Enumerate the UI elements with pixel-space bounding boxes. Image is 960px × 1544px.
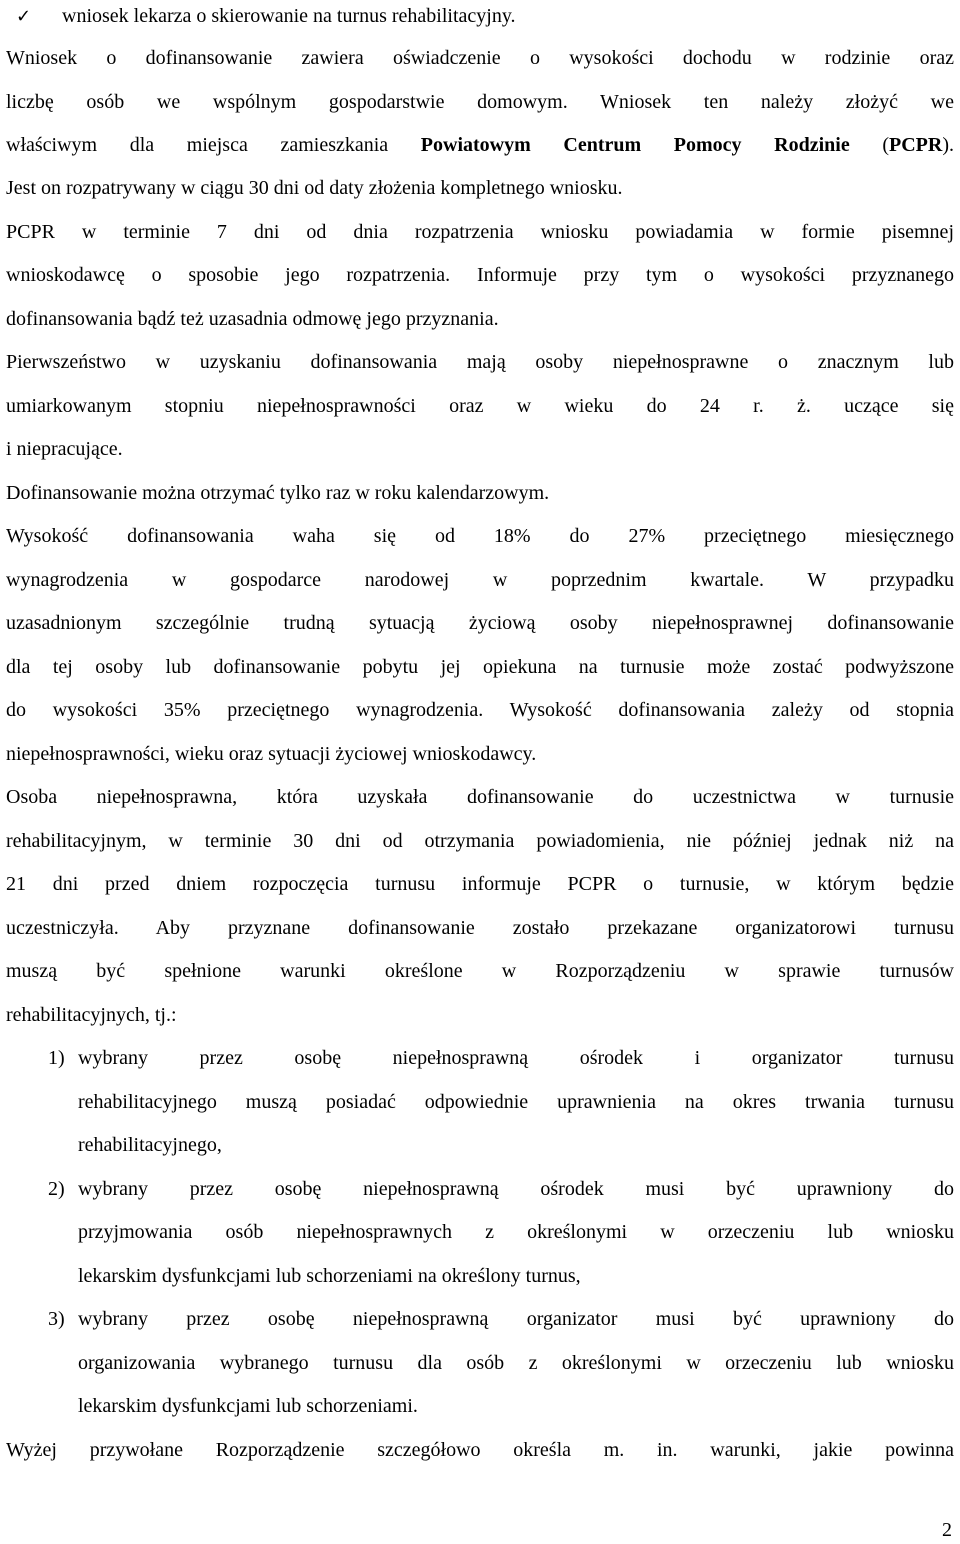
paragraph-line: wynagrodzenia w gospodarce narodowej w poprzednim kwartale. W przypadku: [6, 569, 954, 591]
list-item-line: rehabilitacyjnego muszą posiadać odpowiednie uprawnienia na okres trwania turnusu: [78, 1091, 954, 1113]
paragraph-line: Osoba niepełnosprawna, która uzyskała dofinansowanie do uczestnictwa w turnusie: [6, 786, 954, 808]
list-item-line: lekarskim dysfunkcjami lub schorzeniami.: [78, 1395, 418, 1417]
paragraph-line: PCPR w terminie 7 dni od dnia rozpatrzenia wniosku powiadamia w formie pisemnej: [6, 221, 954, 243]
paragraph-line: dofinansowania bądź też uzasadnia odmowę jego przyznania.: [6, 308, 499, 330]
list-number: 2): [48, 1178, 65, 1200]
paragraph-line: i niepracujące.: [6, 438, 123, 460]
paragraph-line-bold: właściwym dla miejsca zamieszkania Powiatowym Centrum Pomocy Rodzinie (PCPR).: [6, 134, 954, 156]
paragraph-line: Wysokość dofinansowania waha się od 18% do 27% przeciętnego miesięcznego: [6, 525, 954, 547]
pcpr-name: Powiatowym Centrum Pomocy Rodzinie: [420, 134, 850, 156]
list-item-line: przyjmowania osób niepełnosprawnych z określonymi w orzeczeniu lub wniosku: [78, 1221, 954, 1243]
list-item-line: organizowania wybranego turnusu dla osób z określonymi w orzeczeniu lub wniosku: [78, 1352, 954, 1374]
paragraph-line: Dofinansowanie można otrzymać tylko raz w roku kalendarzowym.: [6, 482, 550, 504]
paragraph-line: liczbę osób we wspólnym gospodarstwie domowym. Wniosek ten należy złożyć we: [6, 91, 954, 113]
paragraph-line: rehabilitacyjnym, w terminie 30 dni od otrzymania powiadomienia, nie później jednak niż na: [6, 830, 954, 852]
list-item-line: rehabilitacyjnego,: [78, 1134, 222, 1156]
paragraph-line: uczestniczyła. Aby przyznane dofinansowanie zostało przekazane organizatorowi turnusu: [6, 917, 954, 939]
paragraph-line: niepełnosprawności, wieku oraz sytuacji życiowej wnioskodawcy.: [6, 743, 537, 765]
bullet-item: [6, 2, 954, 30]
check-icon: ✓: [16, 6, 32, 27]
bullet-text: wniosek lekarza o skierowanie na turnus rehabilitacyjny.: [62, 5, 516, 27]
page-number: 2: [942, 1519, 952, 1541]
list-number: 3): [48, 1308, 65, 1330]
paragraph-line: wnioskodawcę o sposobie jego rozpatrzenia. Informuje przy tym o wysokości przyznanego: [6, 264, 954, 286]
paragraph-line: Wniosek o dofinansowanie zawiera oświadczenie o wysokości dochodu w rodzinie oraz: [6, 47, 954, 69]
list-number: 1): [48, 1047, 65, 1069]
paragraph-line: do wysokości 35% przeciętnego wynagrodzenia. Wysokość dofinansowania zależy od stopnia: [6, 699, 954, 721]
paragraph-line: Jest on rozpatrywany w ciągu 30 dni od daty złożenia kompletnego wniosku.: [6, 177, 623, 199]
list-item-line: wybrany przez osobę niepełnosprawną ośrodek i organizator turnusu: [78, 1047, 954, 1069]
pcpr-abbr: PCPR: [888, 134, 943, 156]
list-item-line: wybrany przez osobę niepełnosprawną organizator musi być uprawniony do: [78, 1308, 954, 1330]
paragraph-line: dla tej osoby lub dofinansowanie pobytu jej opiekuna na turnusie może zostać podwyższone: [6, 656, 954, 678]
paragraph-line: muszą być spełnione warunki określone w Rozporządzeniu w sprawie turnusów: [6, 960, 954, 982]
paragraph-line: umiarkowanym stopniu niepełnosprawności oraz w wieku do 24 r. ż. uczące się: [6, 395, 954, 417]
paragraph-line: Wyżej przywołane Rozporządzenie szczegółowo określa m. in. warunki, jakie powinna: [6, 1439, 954, 1461]
list-item-line: wybrany przez osobę niepełnosprawną ośrodek musi być uprawniony do: [78, 1178, 954, 1200]
paragraph-line: rehabilitacyjnych, tj.:: [6, 1004, 177, 1026]
paragraph-line: 21 dni przed dniem rozpoczęcia turnusu informuje PCPR o turnusie, w którym będzie: [6, 873, 954, 895]
paragraph-line: Pierwszeństwo w uzyskaniu dofinansowania mają osoby niepełnosprawne o znacznym lub: [6, 351, 954, 373]
list-item-line: lekarskim dysfunkcjami lub schorzeniami na określony turnus,: [78, 1265, 581, 1287]
paragraph-line: uzasadnionym szczególnie trudną sytuacją życiową osoby niepełnosprawnej dofinansowanie: [6, 612, 954, 634]
